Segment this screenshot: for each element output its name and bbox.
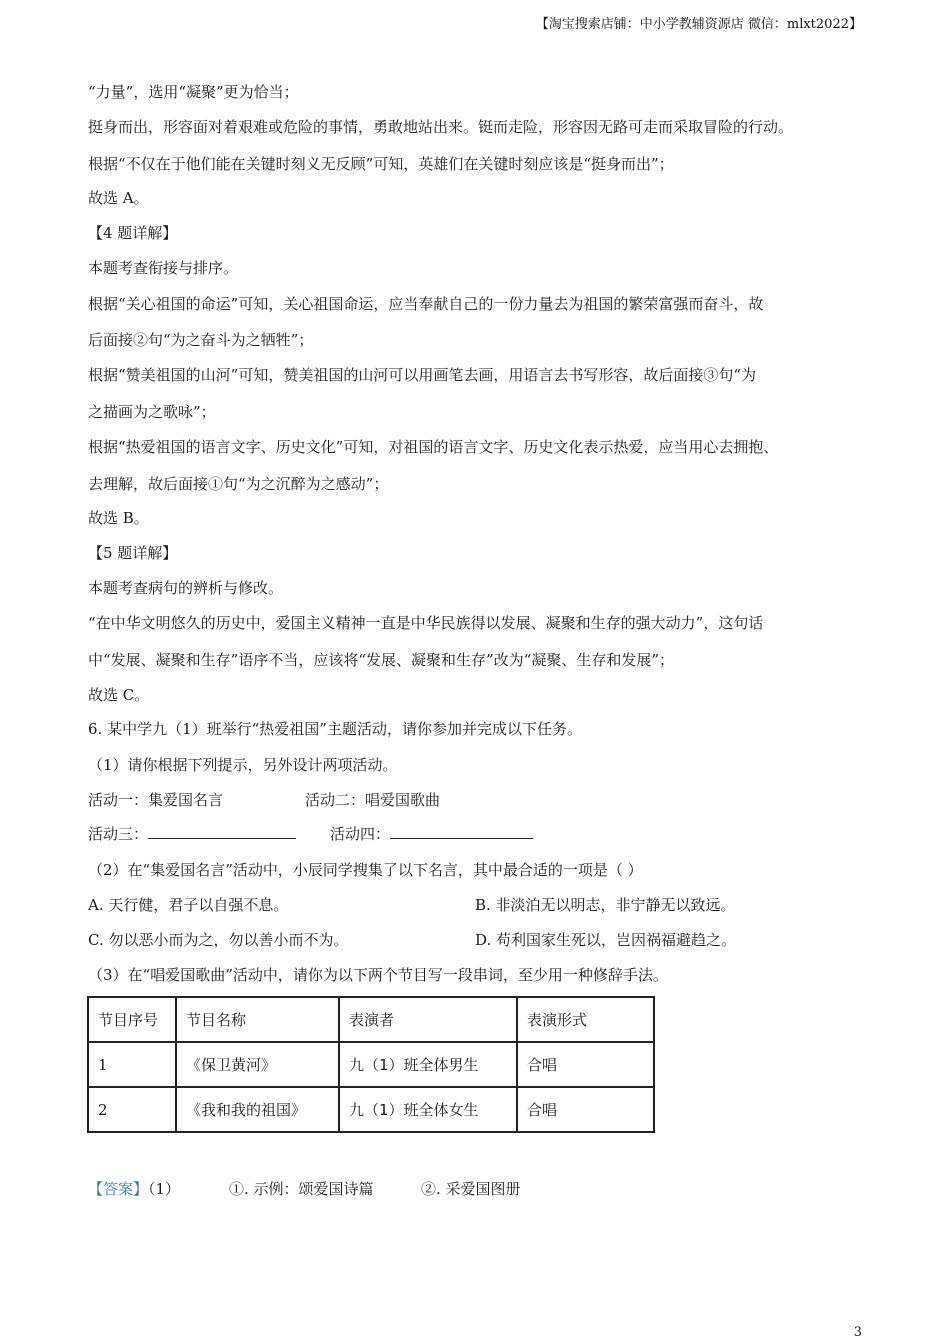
table-header-cell: 表演形式 [517, 997, 654, 1042]
activity-1: 活动一：集爱国名言 [88, 791, 224, 809]
page-header: 【淘宝搜索店铺：中小学教辅资源店 微信：mlxt2022】 [535, 17, 862, 32]
table-header-cell: 表演者 [339, 997, 517, 1042]
activity-4-row [330, 824, 533, 844]
table-row [88, 1042, 654, 1087]
text-line: 本题考查衔接与排序。 [88, 259, 239, 277]
question-6-stem: 6. 某中学九（1）班举行“热爱祖国”主题活动，请你参加并完成以下任务。 [88, 720, 582, 738]
text-line: 根据“赞美祖国的山河”可知，赞美祖国的山河可以用画笔去画，用语言去书写形容，故后面接③句“为 [88, 366, 757, 384]
option-a: A. 天行健，君子以自强不息。 [88, 896, 289, 914]
table-cell: 九（1）班全体男生 [339, 1042, 517, 1087]
question-6-part-1: （1）请你根据下列提示，另外设计两项活动。 [88, 756, 398, 774]
activity-3-blank[interactable] [148, 824, 296, 839]
answer-item-1: ①. 示例：颂爱国诗篇 [229, 1180, 374, 1198]
question-6-part-3: （3）在“唱爱国歌曲”活动中，请你为以下两个节目写一段串词，至少用一种修辞手法。 [88, 966, 668, 984]
text-line: 根据“热爱祖国的语言文字、历史文化”可知，对祖国的语言文字、历史文化表示热爱，应当用心去拥抱、 [88, 438, 779, 456]
table-cell: 《我和我的祖国》 [176, 1087, 339, 1132]
table-cell: 1 [88, 1042, 176, 1087]
text-line: 之描画为之歌咏”； [88, 403, 216, 421]
activity-3-label: 活动三： [88, 825, 149, 843]
activity-4-label: 活动四： [330, 825, 391, 843]
option-c: C. 勿以恶小而为之，勿以善小而不为。 [88, 931, 349, 949]
text-line: 根据“不仅在于他们能在关键时刻义无反顾”可知，英雄们在关键时刻应该是“挺身而出”； [88, 155, 674, 173]
section-heading: 【4 题详解】 [88, 224, 178, 242]
activity-2: 活动二：唱爱国歌曲 [305, 791, 441, 809]
option-b: B. 非淡泊无以明志，非宁静无以致远。 [475, 896, 736, 914]
text-line: 故选 A。 [88, 189, 149, 207]
text-line: 挺身而出，形容面对着艰难或危险的事情，勇敢地站出来。铤而走险，形容因无路可走而采取冒险的行动。 [88, 118, 794, 136]
text-line: “在中华文明悠久的历史中，爱国主义精神一直是中华民族得以发展、凝聚和生存的强大动力”，这句话 [88, 614, 764, 632]
question-6-part-2: （2）在“集爱国名言”活动中，小辰同学搜集了以下名言，其中最合适的一项是（ ） [88, 861, 643, 879]
text-line: 故选 C。 [88, 686, 150, 704]
program-table [87, 996, 655, 1133]
text-line: 后面接②句“为之奋斗为之牺牲”； [88, 331, 314, 349]
text-line: 本题考查病句的辨析与修改。 [88, 579, 284, 597]
text-line: 根据“关心祖国的命运”可知，关心祖国命运，应当奉献自己的一份力量去为祖国的繁荣富强而奋斗，故 [88, 295, 764, 313]
table-header-cell: 节目序号 [88, 997, 176, 1042]
table-cell: 九（1）班全体女生 [339, 1087, 517, 1132]
table-cell: 2 [88, 1087, 176, 1132]
answer-label: 【答案】 [88, 1180, 149, 1198]
table-cell: 《保卫黄河》 [176, 1042, 339, 1087]
text-line: 故选 B。 [88, 509, 149, 527]
activity-3-row [88, 824, 296, 844]
text-line: 中“发展、凝聚和生存”语序不当，应该将“发展、凝聚和生存”改为“凝聚、生存和发展”； [88, 651, 675, 669]
text-line: “力量”，选用“凝聚”更为恰当； [88, 83, 299, 101]
activity-4-blank[interactable] [390, 824, 533, 839]
table-cell: 合唱 [517, 1087, 654, 1132]
answer-line [88, 1179, 180, 1199]
page-number: 3 [853, 1325, 862, 1340]
answer-item-2: ②. 采爱国图册 [421, 1180, 521, 1198]
table-cell: 合唱 [517, 1042, 654, 1087]
answer-part: （1） [148, 1180, 181, 1198]
table-header-cell: 节目名称 [176, 997, 339, 1042]
table-row [88, 1087, 654, 1132]
table-header-row [88, 997, 654, 1042]
section-heading: 【5 题详解】 [88, 544, 178, 562]
option-d: D. 苟利国家生死以，岂因祸福避趋之。 [475, 931, 737, 949]
text-line: 去理解，故后面接①句“为之沉醉为之感动”； [88, 475, 389, 493]
